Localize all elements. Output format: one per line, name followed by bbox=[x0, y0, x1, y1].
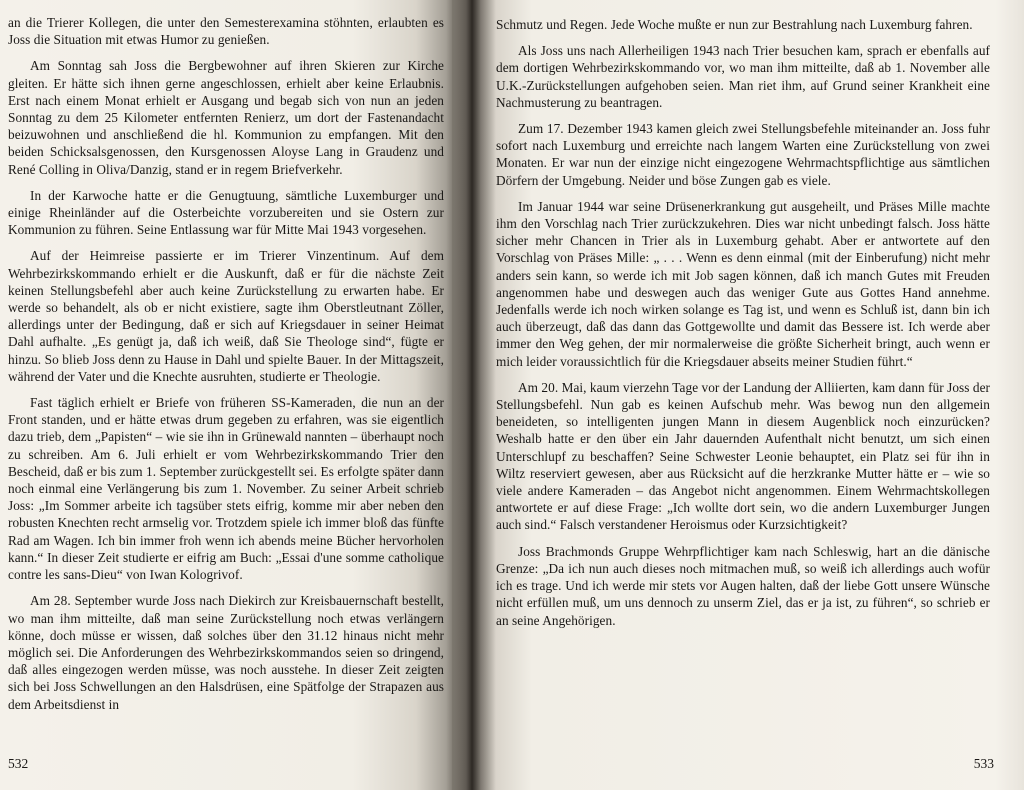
right-paragraph-4: Im Januar 1944 war seine Drüsenerkrankung gut ausgeheilt, und Präses Mille machte ihm den Vorschlag nach Trier zurückzukehren. Dies war nicht unbedingt falsch. Joss hätte sicher mehr Chancen in Trier als in Luxemburg gehabt. Aber er antwortete auf den Vorschlag von Präses Mille: „ . . . Wenn es denn einmal (mit der Einberufung) nicht mehr anders sein kann, so werde ich mit Job sagen können, daß ich manch Gutes mit Freuden angenommen habe und deswegen auch das weniger Gute aus Gottes Hand annehme. Jedenfalls werde ich noch wirken solange es Tag ist, und wenn es Schluß ist, dann bin ich auch überzeugt, daß das dann das Gottgewollte und damit das Bessere ist. Ich werde aber immer den Weg gehen, der mir normalerweise die größte Sicherheit bringt, auch wenn er mich leider voraussichtlich für die Kriegsdauer abseits meiner Studien führt.“ bbox=[496, 198, 990, 369]
right-paragraph-6: Joss Brachmonds Gruppe Wehrpflichtiger kam nach Schleswig, hart an die dänische Grenze: „Da ich nun auch dieses noch mitmachen muß, so weiß ich allerdings auch wofür ich es trage. Und ich werde mir stets vor Augen halten, daß der liebe Gott unsere Wünsche nicht erfüllen muß, um uns dennoch zu unserm Ziel, das er ja ist, zu führen“, so schrieb er an seine Angehörigen. bbox=[496, 543, 990, 628]
right-paragraph-3: Zum 17. Dezember 1943 kamen gleich zwei Stellungsbefehle miteinander an. Joss fuhr sofort nach Luxemburg und erreichte nach langem Warten eine Zurückstellung von zwei Monaten. Er war nun der einzige nicht eingezogene Wehrmachtspflichtige aus sämtlichen Dörfern der Umgebung. Neider und böse Zungen gab es viele. bbox=[496, 121, 990, 188]
right-paragraph-1: Schmutz und Regen. Jede Woche mußte er nun zur Bestrahlung nach Luxemburg fahren. bbox=[496, 17, 973, 32]
left-paragraph-4: Auf der Heimreise passierte er im Trierer Vinzentinum. Auf dem Wehrbezirkskommando erhielt er die Auskunft, daß er für die nächste Zeit keinen Stellungsbefehl aber auch keine Zurückstellung zu erwarten habe. Er werde so behandelt, als ob er nicht existiere, sagte ihm Oberstleutnant Zöller, allerdings unter der Bedingung, daß er sich auf Kriegsdauer in seiner Heimat Dahl aufhalte. „Es genügt ja, daß ich weiß, daß Sie Theologe sind“, fügte er hinzu. So blieb Joss denn zu Hause in Dahl und spielte Bauer. In der Mittagszeit, während der Vater und die Knechte ausruhten, studierte er Theologie. bbox=[8, 248, 444, 384]
left-paragraph-5: Fast täglich erhielt er Briefe von früheren SS-Kameraden, die nun an der Front standen, und er hätte etwas drum gegeben zu erfahren, was sie eigentlich dazu trieb, dem „Papisten“ – wie sie ihn in Grünewald nannten – überhaupt noch zu schreiben. Am 6. Juli erhielt er vom Wehrbezirkskommando Trier den Bescheid, daß er bis zum 1. September zurückgestellt sei. Es erfolgte später dann noch einmal eine Verlängerung bis zum 1. November. Zu seiner Arbeit schrieb Joss: „Im Sommer arbeite ich tagsüber stets eifrig, komme mir aber neben den robusten Knechten recht armselig vor. Trotzdem spiele ich immer bloß das fünfte Rad am Wagen. Ich bin immer froh wenn ich abends meine Bücher hervorholen kann.“ In dieser Zeit studierte er eifrig am Buch: „Essai d'une somme catholique contre les sans-Dieu“ von Iwan Kologrivof. bbox=[8, 395, 444, 583]
right-paragraph-2: Als Joss uns nach Allerheiligen 1943 nach Trier besuchen kam, sprach er ebenfalls auf dem dortigen Wehrbezirkskommando vor, wo man ihm mitteilte, daß ab 1. November alle U.K.-Zurückstellungen aufgehoben seien. Man riet ihm, auf Grund seiner Krankheit eine Nachmusterung zu beantragen. bbox=[496, 43, 990, 110]
left-paragraph-6: Am 28. September wurde Joss nach Diekirch zur Kreisbauernschaft bestellt, wo man ihm mitteilte, daß man seine Zurückstellung noch etwas verlängern könne, doch müsse er wissen, daß solches über den 31.12 hinaus nicht mehr möglich sei. Die Anforderungen des Wehrbezirkskommandos seien so dringend, daß alles eingezogen werden müsse, was noch ausstehe. In dieser Zeit zeigten sich bei Joss Schwellungen an den Halsdrüsen, eine Spätfolge der Strapazen aus dem Arbeitsdienst in bbox=[8, 593, 444, 712]
left-paragraph-2: Am Sonntag sah Joss die Bergbewohner auf ihren Skieren zur Kirche gleiten. Er hätte sich ihnen gerne angeschlossen, erhielt aber keine Erlaubnis. Erst nach einem Monat erhielt er Ausgang und begab sich von nun an jeden Sonntag zu dem 25 Kilometer entfernten Renierz, um dort der Fastenandacht beizuwohnen und anschließend die hl. Kommunion zu empfangen. Mit den beiden Schicksalsgenossen, den Kursgenossen Aloyse Lang in Graudenz und René Colling in Oliva/Danzig, stand er in regem Briefverkehr. bbox=[8, 58, 444, 177]
right-page bbox=[452, 0, 1024, 790]
right-page-number: 533 bbox=[973, 756, 994, 771]
left-paragraph-1: an die Trierer Kollegen, die unter den Semesterexamina stöhnten, erlaubten es Joss die Situation mit etwas Humor zu genießen. bbox=[8, 15, 444, 48]
left-paragraph-3: In der Karwoche hatte er die Genugtuung, sämtliche Luxemburger und einige Rheinländer auf die Osterbeichte vorzubereiten und sie Ostern zur Kommunion zu führen. Seine Entlassung war für Mitte Mai 1943 vorgesehen. bbox=[8, 187, 444, 238]
left-page-number: 532 bbox=[8, 756, 29, 771]
left-page bbox=[0, 0, 452, 790]
right-paragraph-5: Am 20. Mai, kaum vierzehn Tage vor der Landung der Alliierten, kam dann für Joss der Stellungsbefehl. Nun gab es keinen Aufschub mehr. Was bewog nun den allgemein beneideten, so intelligenten jungen Mann in diesem Augenblick noch einzurücken? Weshalb hatte er den über ein Jahr dauernden Aufenthalt nicht benutzt, um sich einen Unterschlupf zu beschaffen? Seine Schwester Leonie behauptet, ein Platz sei für ihn in Wiltz reserviert gewesen, aber aus Rücksicht auf die herzkranke Mutter hätte er – wie so viele andere Kameraden – das Angebot nicht angenommen. Einem Wehrmachtskollegen antwortete er auf diese Frage: „Ich wollte dort sein, wo die andern Luxemburger Jungen auch sind.“ Falsch verstandener Heroismus oder Kurzsichtigkeit? bbox=[496, 379, 990, 533]
